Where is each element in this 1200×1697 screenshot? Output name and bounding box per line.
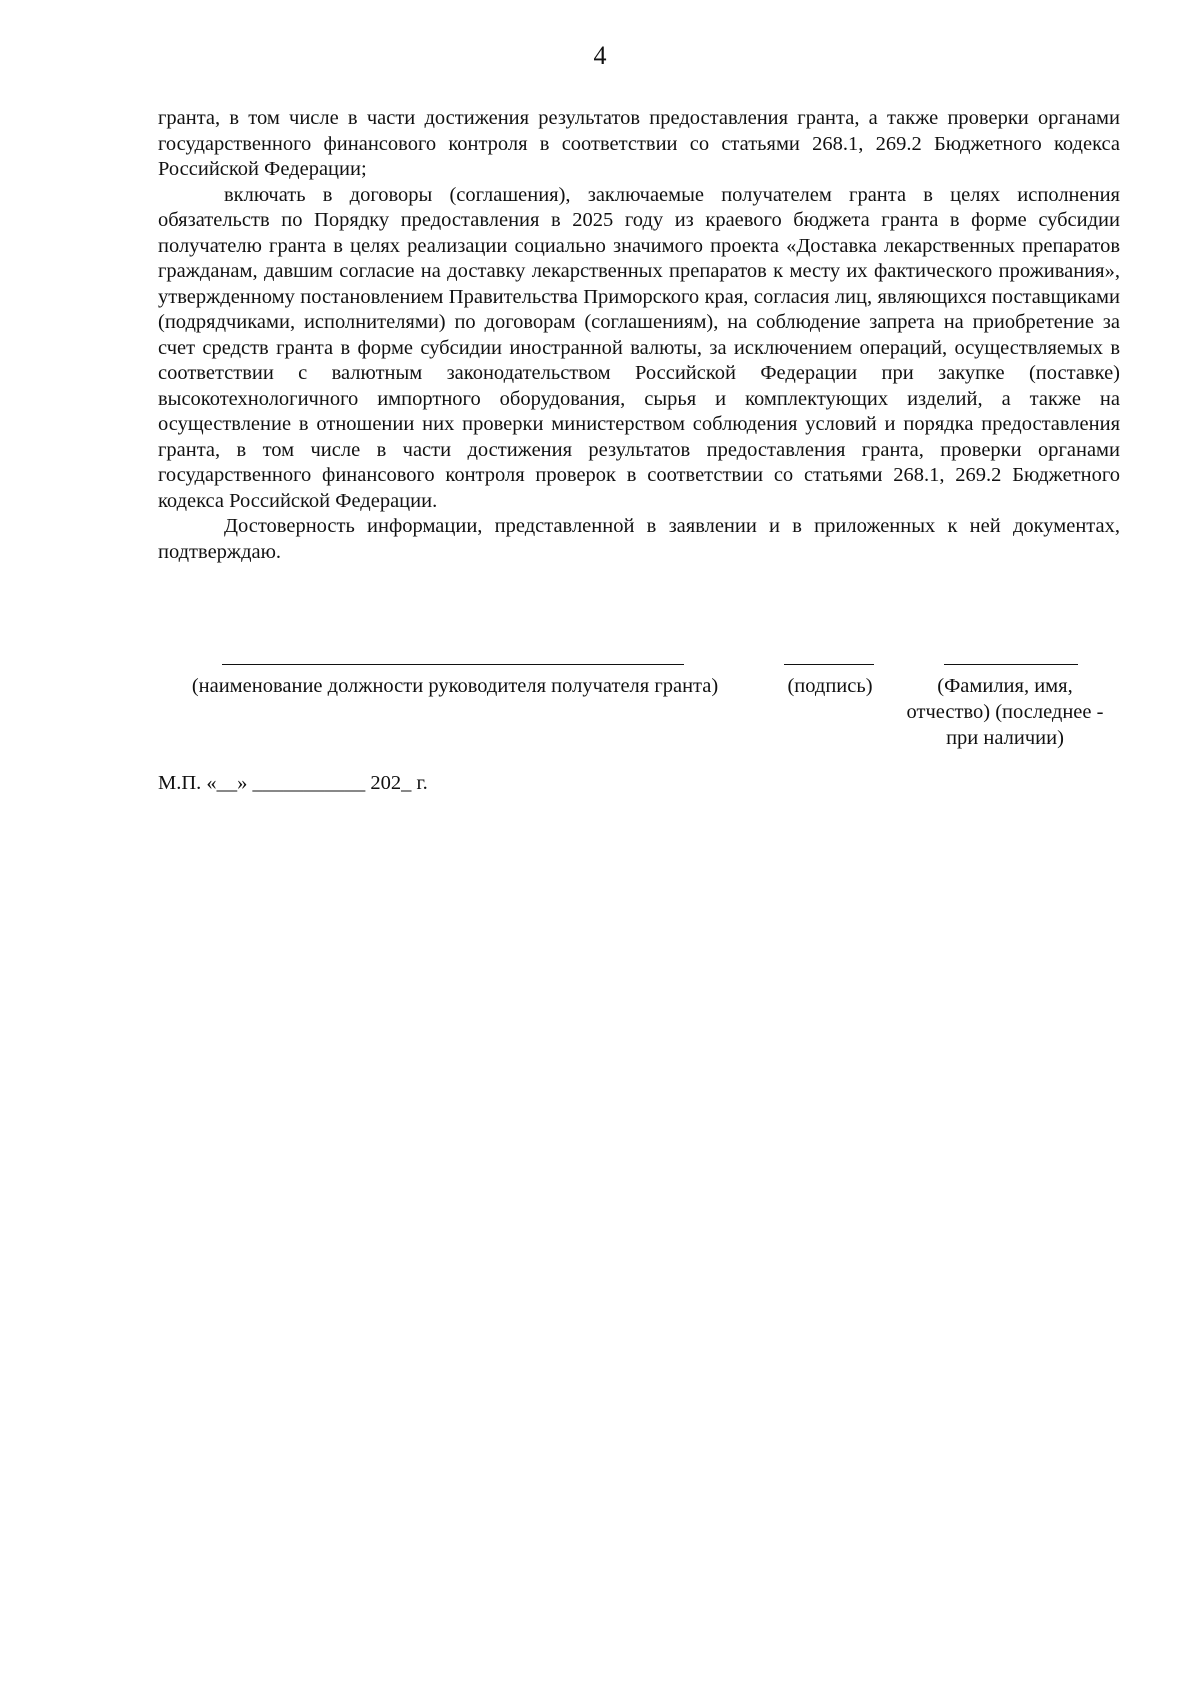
full-name-label bbox=[880, 673, 1130, 751]
full-name-signature-line bbox=[944, 664, 1078, 665]
signature-line bbox=[784, 664, 874, 665]
position-signature-line bbox=[222, 664, 684, 665]
full-name-label-line-2: отчество) (последнее - bbox=[906, 701, 1104, 723]
full-name-label-line-3: при наличии) bbox=[946, 727, 1064, 749]
paragraph-1: гранта, в том числе в части достижения результатов предоставления гранта, а также проверки органами государственного финансового контроля в соответствии со статьями 268.1, 269.2 Бюджетного кодекса Российской Федерации; bbox=[158, 107, 1120, 180]
signature-label: (подпись) bbox=[787, 675, 873, 697]
stamp-date-line: М.П. «__» ___________ 202_ г. bbox=[158, 772, 428, 794]
position-label: (наименование должности руководителя получателя гранта) bbox=[191, 675, 719, 697]
document-body bbox=[158, 106, 1120, 565]
paragraph-2: включать в договоры (соглашения), заключаемые получателем гранта в целях исполнения обязательств по Порядку предоставления в 2025 году из краевого бюджета гранта в форме субсидии получателю гранта в целях реализации социально значимого проекта «Доставка лекарственных препаратов гражданам, давшим согласие на доставку лекарственных препаратов к месту их фактического проживания», утвержденному постановлением Правительства Приморского края, согласия лиц, являющихся поставщиками (подрядчиками, исполнителями) по договорам (соглашениям), на соблюдение запрета на приобретение за счет средств гранта в форме субсидии иностранной валюты, за исключением операций, осуществляемых в соответствии с валютным законодательством Российской Федерации при закупке (поставке) высокотехнологичного импортного оборудования, сырья и комплектующих изделий, а также на осуществление в отношении них проверки министерством соблюдения условий и порядка предоставления гранта, в том числе в части достижения результатов предоставления гранта, проверки органами государственного финансового контроля проверок в соответствии со статьями 268.1, 269.2 Бюджетного кодекса Российской Федерации. bbox=[158, 183, 1120, 512]
page-number: 4 bbox=[593, 41, 607, 70]
full-name-label-line-1: (Фамилия, имя, bbox=[937, 675, 1073, 697]
paragraph-3: Достоверность информации, представленной в заявлении и в приложенных к ней документах, подтверждаю. bbox=[158, 515, 1120, 563]
